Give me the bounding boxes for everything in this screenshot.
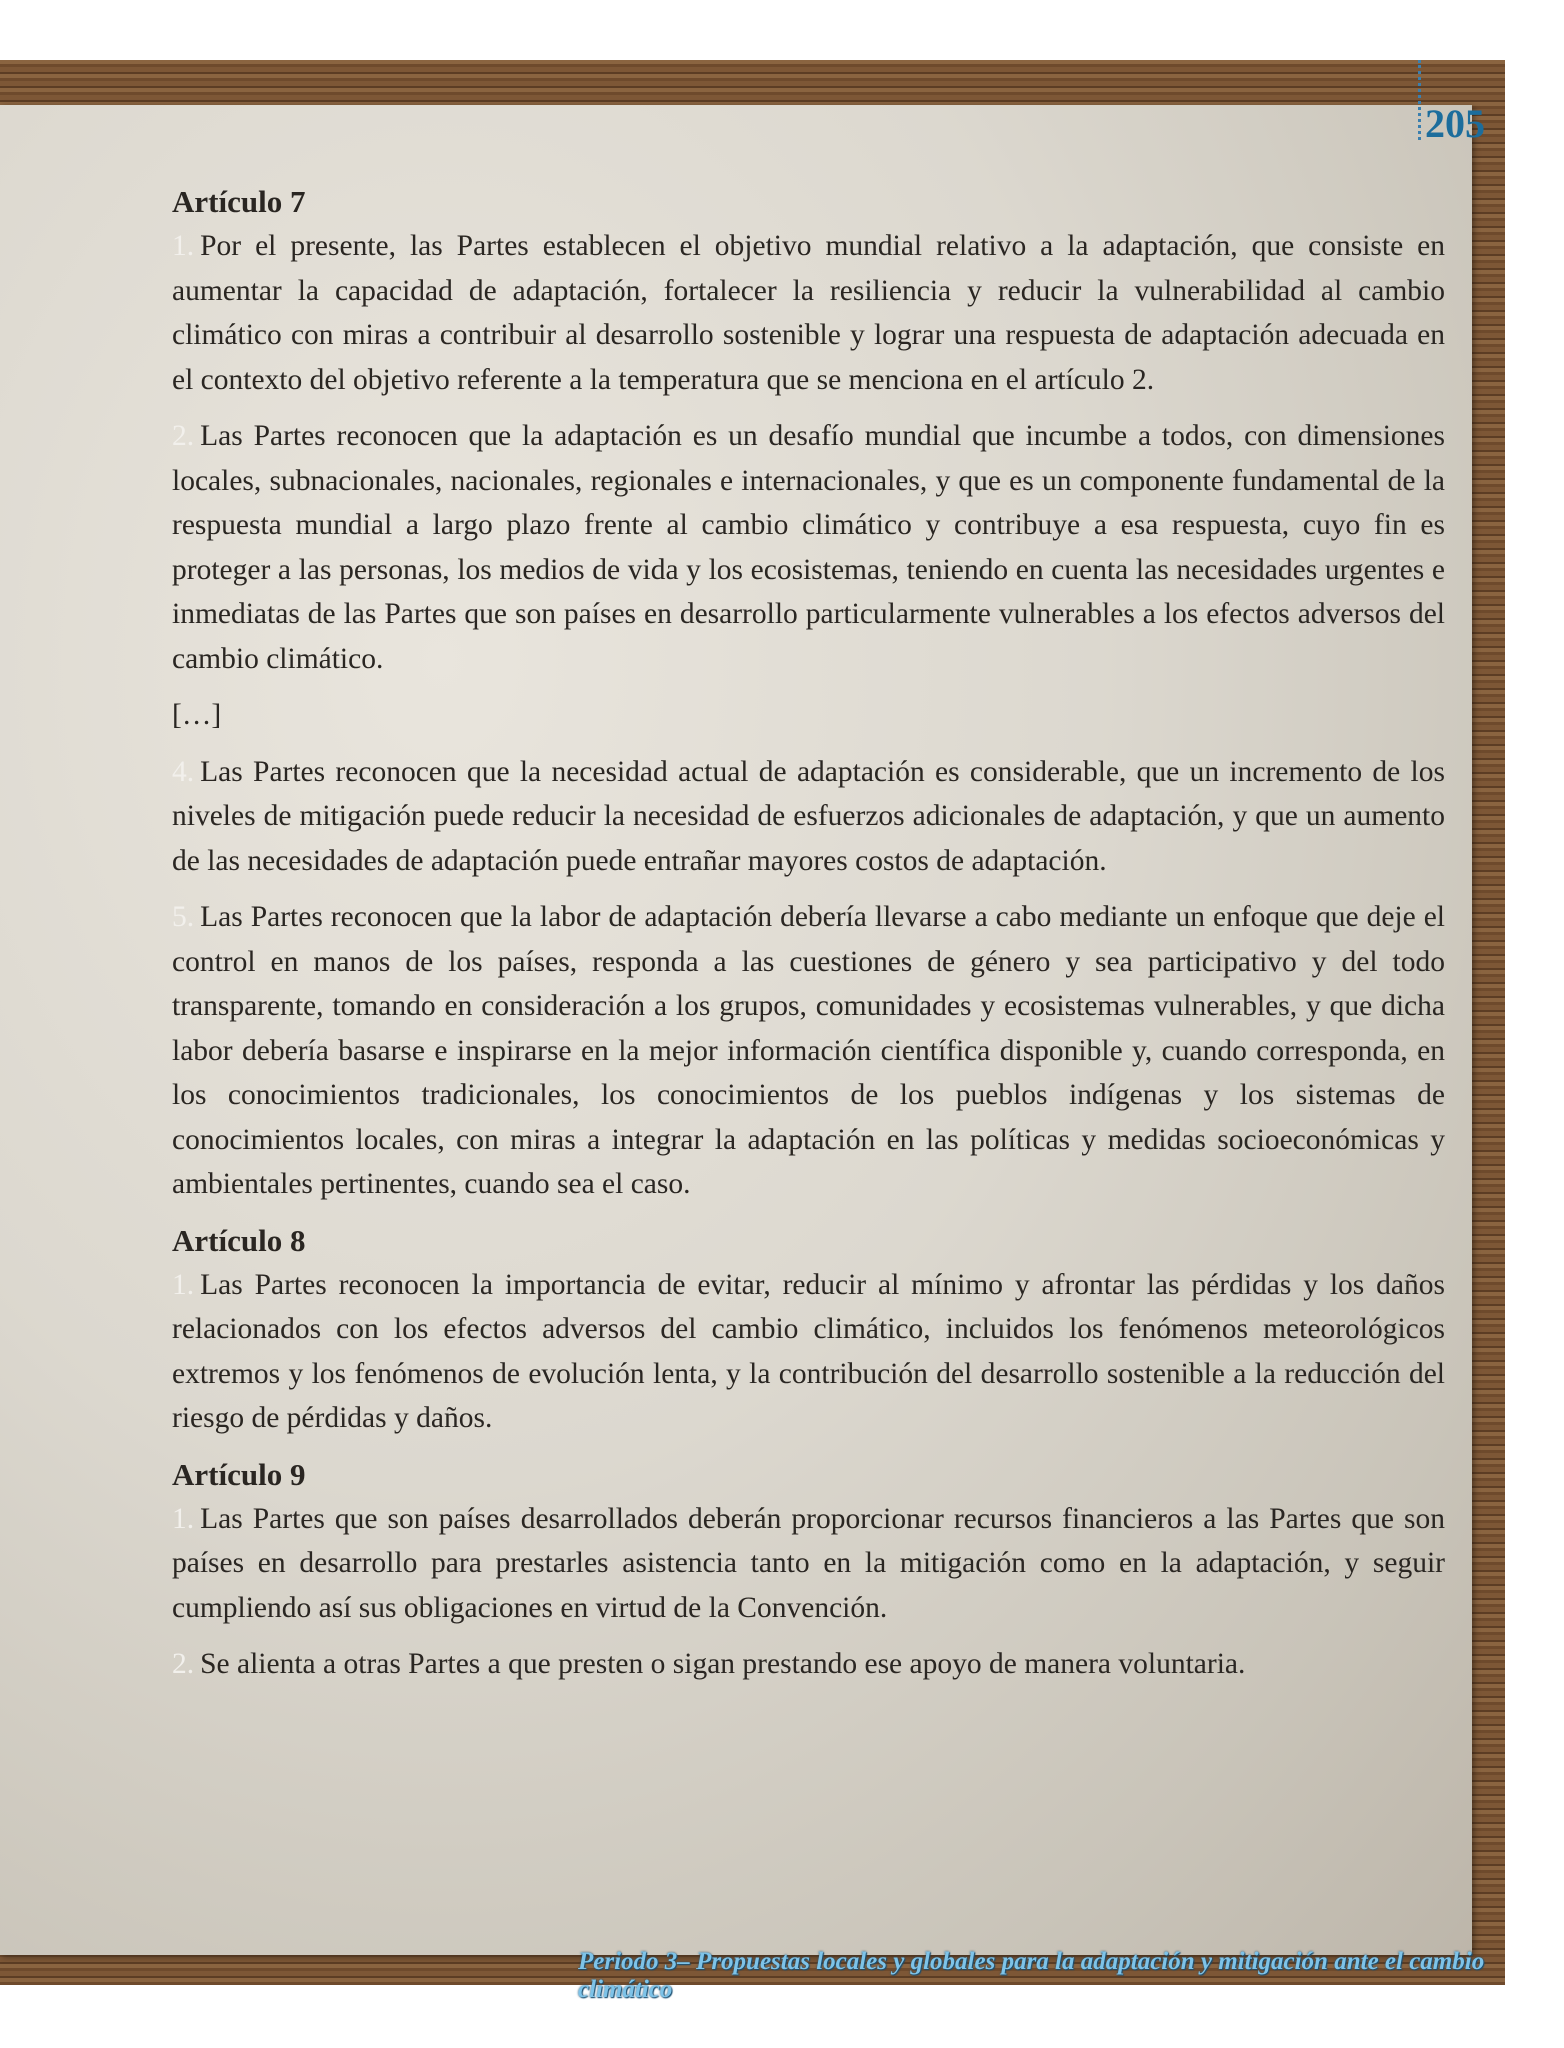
paragraph-number: 1. bbox=[172, 230, 195, 262]
article-paragraph bbox=[172, 895, 1445, 1207]
paragraph-number: 2. bbox=[172, 420, 195, 452]
article-paragraph bbox=[172, 1497, 1445, 1631]
article-heading: Artículo 8 bbox=[172, 1222, 306, 1258]
footer-title: Periodo 3– Propuestas locales y globales para la adaptación y mitigación ante el cambio climático bbox=[578, 1948, 1485, 2003]
paragraph-number: 2. bbox=[172, 1648, 195, 1680]
article-paragraph bbox=[172, 693, 1445, 738]
paragraph-text: Las Partes reconocen que la adaptación es un desafío mundial que incumbe a todos, con dimensiones locales, subnacionales, nacionales, regionales e internacionales, y que es un componente fundamental de la respuesta mundial a largo plazo frente al cambio climático y contribuye a esa respuesta, cuyo fin es proteger a las personas, los medios de vida y los ecosistemas, teniendo en cuenta las necesidades urgentes e inmediatas de las Partes que son países en desarrollo particularmente vulnerables a los efectos adversos del cambio climático. bbox=[172, 420, 1445, 675]
article-paragraph bbox=[172, 1642, 1445, 1687]
article-paragraph bbox=[172, 414, 1445, 681]
page-number: 205 bbox=[1425, 101, 1485, 146]
paragraph-text: Las Partes reconocen que la labor de adaptación debería llevarse a cabo mediante un enfoque que deje el control en manos de los países, responda a las cuestiones de género y sea participativo y del todo transparente, tomando en consideración a los grupos, comunidades y ecosistemas vulnerables, y que dicha labor debería basarse e inspirarse en la mejor información científica disponible y, cuando corresponda, en los conocimientos tradicionales, los conocimientos de los pueblos indígenas y los sistemas de conocimientos locales, con miras a integrar la adaptación en las políticas y medidas socioeconómicas y ambientales pertinentes, cuando sea el caso. bbox=[172, 901, 1445, 1200]
paragraph-text: Las Partes que son países desarrollados deberán proporcionar recursos financieros a las Partes que son países en desarrollo para prestarles asistencia tanto en la mitigación como en la adaptación, y seguir cumpliendo así sus obligaciones en virtud de la Convención. bbox=[172, 1502, 1445, 1624]
article-heading: Artículo 9 bbox=[172, 1456, 306, 1492]
paragraph-text: Se alienta a otras Partes a que presten o sigan prestando ese apoyo de manera voluntaria. bbox=[200, 1648, 1246, 1680]
paragraph-number: 1. bbox=[172, 1502, 195, 1535]
paragraph-text: […] bbox=[172, 699, 222, 731]
dotted-divider bbox=[1418, 60, 1421, 140]
paragraph-number: 4. bbox=[172, 755, 195, 788]
article-heading: Artículo 7 bbox=[172, 184, 306, 219]
paragraph-number: 5. bbox=[172, 901, 195, 933]
article-paragraph bbox=[172, 1263, 1445, 1441]
article-paragraph bbox=[172, 224, 1445, 402]
paragraph-number: 1. bbox=[172, 1268, 195, 1301]
document-body bbox=[172, 180, 1445, 1699]
paragraph-text: Las Partes reconocen la importancia de evitar, reducir al mínimo y afrontar las pérdidas y los daños relacionados con los efectos adversos del cambio climático, incluidos los fenómenos meteorológicos extremos y los fenómenos de evolución lenta, y la contribución del desarrollo sostenible a la reducción del riesgo de pérdidas y daños. bbox=[172, 1268, 1445, 1434]
paragraph-text: Por el presente, las Partes establecen el objetivo mundial relativo a la adaptación, que consiste en aumentar la capacidad de adaptación, fortalecer la resiliencia y reducir la vulnerabilidad al cambio climático con miras a contribuir al desarrollo sostenible y lograr una respuesta de adaptación adecuada en el contexto del objetivo referente a la temperatura que se menciona en el artículo 2. bbox=[172, 230, 1445, 396]
paragraph-text: Las Partes reconocen que la necesidad actual de adaptación es considerable, que un incremento de los niveles de mitigación puede reducir la necesidad de esfuerzos adicionales de adaptación, y que un aumento de las necesidades de adaptación puede entrañar mayores costos de adaptación. bbox=[172, 755, 1445, 877]
article-paragraph bbox=[172, 750, 1445, 884]
